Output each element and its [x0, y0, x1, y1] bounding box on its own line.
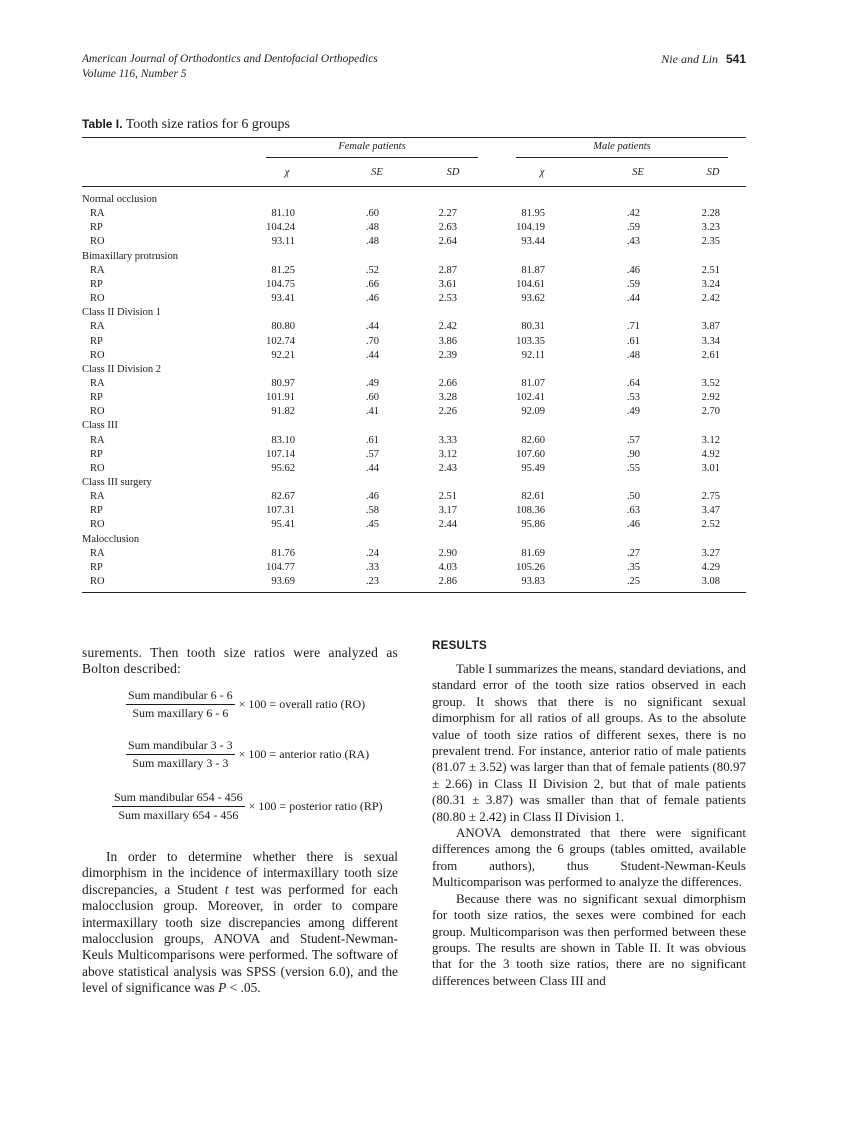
table-row	[82, 434, 746, 448]
table-cell: 3.27	[701, 547, 720, 559]
table-cell: 81.87	[521, 264, 545, 276]
table-cell: 2.39	[438, 349, 457, 361]
table-cell: 92.21	[271, 349, 295, 361]
table-row	[82, 462, 746, 476]
col-header-male-se: SE	[632, 167, 644, 178]
table-row	[82, 335, 746, 349]
table-row	[82, 518, 746, 532]
table-cell: .44	[365, 321, 379, 333]
authors: Nie and Lin	[661, 52, 718, 66]
table-cell: .46	[365, 293, 379, 305]
table-cell: 2.90	[438, 547, 457, 559]
table-cell: 104.75	[266, 278, 295, 290]
methods-text-a: In order to determine whether there is sexual dimorphism in the incidence of intermaxillary tooth size discrepancies, a Student	[82, 849, 398, 897]
group-label: Class III surgery	[82, 477, 152, 488]
col-header-female-mean: χ	[284, 167, 290, 178]
table-cell: 2.86	[438, 576, 457, 588]
table-cell: 82.60	[521, 434, 545, 446]
table-cell: .35	[626, 561, 640, 573]
table-cell: .53	[626, 392, 640, 404]
table-cell: 3.17	[438, 505, 457, 517]
table-cell: 101.91	[266, 392, 295, 404]
ratio-label: RO	[90, 236, 105, 248]
ratio-label: RO	[90, 576, 105, 588]
table-cell: .60	[365, 392, 379, 404]
table-cell: 105.26	[516, 561, 545, 573]
table-cell: .55	[626, 462, 640, 474]
ratio-label: RP	[90, 505, 103, 517]
table-cell: 95.62	[271, 462, 295, 474]
table-cell: 83.10	[271, 434, 295, 446]
running-header-journal	[82, 52, 378, 82]
table-cell: 82.67	[271, 491, 295, 503]
ratio-label: RA	[90, 321, 105, 333]
table-label: Table I.	[82, 117, 123, 131]
col-header-female-se: SE	[371, 167, 383, 178]
ratio-label: RP	[90, 222, 103, 234]
col-header-male-sd: SD	[706, 167, 720, 178]
running-header-page	[661, 52, 746, 67]
table-cell: 2.63	[438, 222, 457, 234]
table-cell: 92.09	[521, 406, 545, 418]
table-row	[82, 320, 746, 334]
table-cell: 2.28	[701, 208, 720, 220]
table-cell: 3.87	[701, 321, 720, 333]
table-cell: 2.35	[701, 236, 720, 248]
table-row	[82, 278, 746, 292]
methods-text-b: test was performed for each malocclusion group. Moreover, in order to compare intermaxillary tooth size discrepancies among different malocclusion groups, ANOVA and Student-Newman-Keuls Multicomparisons were performed. The software of above statistical analysis was SPSS (version 6.0), and the level of significance was	[82, 881, 398, 996]
methods-paragraph	[82, 849, 398, 997]
table-cell: 3.12	[701, 434, 720, 446]
results-paragraph-3: Because there was no significant sexual dimorphism for tooth size ratios, the sexes were combined for each group. Multicomparison was then performed between these groups. The results are shown in Table II. It was obvious that for the 3 tooth size ratios, there are no significant differences between Class III and	[432, 890, 746, 988]
table-cell: .57	[626, 434, 640, 446]
table-cell: .48	[365, 222, 379, 234]
table-cell: 80.31	[521, 321, 545, 333]
group-label: Class III	[82, 420, 118, 432]
table-cell: 2.42	[701, 293, 720, 305]
ratio-label: RO	[90, 462, 105, 474]
table-cell: 2.44	[438, 519, 457, 531]
male-group-rule	[516, 157, 728, 158]
formula-posterior-result: × 100 = posterior ratio (RP)	[248, 799, 383, 813]
table-row	[82, 264, 746, 278]
table-cell: .61	[365, 434, 379, 446]
methods-p-symbol: P	[218, 980, 227, 996]
table-cell: 2.51	[701, 264, 720, 276]
intro-paragraph: surements. Then tooth size ratios were analyzed as Bolton described:	[82, 645, 398, 677]
table-cell: .48	[365, 236, 379, 248]
ratio-label: RP	[90, 278, 103, 290]
table-cell: .60	[365, 208, 379, 220]
table-row	[82, 547, 746, 561]
table-cell: 104.24	[266, 222, 295, 234]
formula-overall-numerator: Sum mandibular 6 - 6	[126, 688, 235, 705]
table-cell: 4.92	[701, 448, 720, 460]
table-cell: 4.29	[701, 561, 720, 573]
formula-posterior-numerator: Sum mandibular 654 - 456	[112, 790, 245, 807]
table-cell: 2.70	[701, 406, 720, 418]
table-row	[82, 405, 746, 419]
table-header-rule	[82, 186, 746, 187]
table-cell: 2.64	[438, 236, 457, 248]
male-patients-header: Male patients	[593, 141, 651, 152]
table-cell: .49	[626, 406, 640, 418]
table-cell: .64	[626, 377, 640, 389]
journal-volume: Volume 116, Number 5	[82, 68, 187, 80]
table-cell: .46	[626, 519, 640, 531]
table-title	[82, 117, 290, 133]
table-cell: 2.42	[438, 321, 457, 333]
table-cell: .44	[365, 462, 379, 474]
table-cell: .57	[365, 448, 379, 460]
table-cell: 3.52	[701, 377, 720, 389]
ratio-label: RA	[90, 264, 105, 276]
table-cell: 102.41	[516, 392, 545, 404]
table-cell: 107.60	[516, 448, 545, 460]
table-cell: 3.08	[701, 576, 720, 588]
table-row	[82, 561, 746, 575]
table-top-rule	[82, 137, 746, 138]
table-cell: 104.61	[516, 278, 545, 290]
table-cell: 95.41	[271, 519, 295, 531]
table-cell: 93.41	[271, 293, 295, 305]
table-row	[82, 575, 746, 589]
ratio-label: RA	[90, 377, 105, 389]
female-group-rule	[266, 157, 478, 158]
right-column-text	[432, 661, 746, 989]
table-cell: .33	[365, 561, 379, 573]
table-cell: .24	[365, 547, 379, 559]
table-row	[82, 349, 746, 363]
table-cell: 4.03	[438, 561, 457, 573]
table-cell: .71	[626, 321, 640, 333]
table-cell: 95.86	[521, 519, 545, 531]
table-cell: 3.01	[701, 462, 720, 474]
table-cell: 81.95	[521, 208, 545, 220]
table-cell: .41	[365, 406, 379, 418]
ratio-label: RP	[90, 392, 103, 404]
methods-text-end: < .05.	[226, 980, 261, 996]
table-cell: 82.61	[521, 491, 545, 503]
group-label: Normal occlusion	[82, 194, 157, 205]
table-cell: 93.69	[271, 576, 295, 588]
table-cell: .66	[365, 278, 379, 290]
table-cell: 80.97	[271, 377, 295, 389]
table-cell: 93.44	[521, 236, 545, 248]
table-cell: 2.43	[438, 462, 457, 474]
table-cell: 2.61	[701, 349, 720, 361]
table-cell: 3.24	[701, 278, 720, 290]
table-cell: 104.19	[516, 222, 545, 234]
table-row	[82, 221, 746, 235]
table-row	[82, 490, 746, 504]
table-cell: 103.35	[516, 335, 545, 347]
table-cell: .27	[626, 547, 640, 559]
table-row	[82, 504, 746, 518]
table-cell: 2.66	[438, 377, 457, 389]
group-label: Class II Division 1	[82, 307, 162, 319]
table-cell: 81.07	[521, 377, 545, 389]
ratio-label: RO	[90, 349, 105, 361]
col-header-female-sd: SD	[446, 167, 460, 178]
table-cell: 2.51	[438, 491, 457, 503]
table-cell: .42	[626, 208, 640, 220]
ratio-label: RA	[90, 208, 105, 220]
table-cell: .45	[365, 519, 379, 531]
table-row	[82, 448, 746, 462]
table-cell: 3.12	[438, 448, 457, 460]
table-cell: 2.92	[701, 392, 720, 404]
formula-anterior-numerator: Sum mandibular 3 - 3	[126, 738, 235, 755]
table-cell: 3.61	[438, 278, 457, 290]
table-cell: .70	[365, 335, 379, 347]
table-cell: 2.87	[438, 264, 457, 276]
formula-overall-result: × 100 = overall ratio (RO)	[238, 697, 366, 711]
results-heading: RESULTS	[432, 640, 487, 652]
ratio-label: RP	[90, 561, 103, 573]
table-cell: .63	[626, 505, 640, 517]
table-cell: 3.34	[701, 335, 720, 347]
table-cell: 3.86	[438, 335, 457, 347]
ratio-label: RA	[90, 491, 105, 503]
table-cell: 2.75	[701, 491, 720, 503]
results-paragraph-1: Table I summarizes the means, standard deviations, and standard error of the tooth size ratios observed in each group. It shows that there is no significant sexual dimorphism for all ratios of all groups. As to the absolute value of tooth size ratios of different sexes, there is no prevalent trend. For instance, anterior ratio of male patients (81.07 ± 3.52) was larger than that of female patients (80.97 ± 2.66) in Class II Division 2, but that of male patients (80.31 ± 3.87) was smaller than that of female patients (80.80 ± 2.42) in Class II Division 1.	[432, 661, 746, 824]
table-cell: .43	[626, 236, 640, 248]
group-label: Malocclusion	[82, 533, 140, 545]
page-number: 541	[725, 52, 746, 66]
table-cell: .48	[626, 349, 640, 361]
table-cell: .46	[626, 264, 640, 276]
ratio-label: RO	[90, 519, 105, 531]
table-cell: 92.11	[521, 349, 545, 361]
table-row	[82, 292, 746, 306]
formula-overall-denominator: Sum maxillary 6 - 6	[132, 706, 229, 720]
table-row	[82, 377, 746, 391]
table-cell: .52	[365, 264, 379, 276]
table-cell: .50	[626, 491, 640, 503]
left-column-methods	[82, 849, 398, 997]
table-cell: 93.11	[271, 236, 295, 248]
female-patients-header: Female patients	[338, 141, 406, 152]
table-cell: 95.49	[521, 462, 545, 474]
ratio-label: RP	[90, 448, 103, 460]
group-label: Bimaxillary protrusion	[82, 250, 178, 262]
group-label: Class II Division 2	[82, 363, 162, 375]
table-bottom-rule	[82, 592, 746, 593]
table-cell: .46	[365, 491, 379, 503]
ratio-label: RA	[90, 434, 105, 446]
table-cell: 3.33	[438, 434, 457, 446]
table-cell: 102.74	[266, 335, 295, 347]
formula-posterior-denominator: Sum maxillary 654 - 456	[118, 808, 239, 822]
table-cell: 104.77	[266, 561, 295, 573]
table-cell: .59	[626, 278, 640, 290]
table-cell: 81.25	[271, 264, 295, 276]
table-row	[82, 391, 746, 405]
formula-anterior-ratio	[126, 738, 369, 771]
table-cell: 3.23	[701, 222, 720, 234]
formula-anterior-denominator: Sum maxillary 3 - 3	[132, 756, 229, 770]
col-header-male-mean: χ	[539, 167, 545, 178]
table-caption: Tooth size ratios for 6 groups	[125, 117, 290, 132]
table-cell: 81.76	[271, 547, 295, 559]
table-cell: .23	[365, 576, 379, 588]
ratio-label: RP	[90, 335, 103, 347]
table-row	[82, 207, 746, 221]
table-cell: .58	[365, 505, 379, 517]
ratio-label: RO	[90, 293, 105, 305]
table-cell: 107.14	[266, 448, 295, 460]
table-cell: 107.31	[266, 505, 295, 517]
table-cell: .44	[365, 349, 379, 361]
table-cell: 2.53	[438, 293, 457, 305]
methods-t-symbol: t	[224, 881, 229, 897]
table-cell: 108.36	[516, 505, 545, 517]
table-cell: .49	[365, 377, 379, 389]
table-cell: 3.47	[701, 505, 720, 517]
table-cell: .59	[626, 222, 640, 234]
table-cell: 3.28	[438, 392, 457, 404]
table-cell: .25	[626, 576, 640, 588]
table-cell: 81.69	[521, 547, 545, 559]
journal-name: American Journal of Orthodontics and Dentofacial Orthopedics	[82, 53, 378, 65]
table-cell: .44	[626, 293, 640, 305]
table-cell: 2.27	[438, 208, 457, 220]
formula-posterior-ratio	[112, 790, 383, 823]
formula-anterior-result: × 100 = anterior ratio (RA)	[238, 747, 370, 761]
table-cell: 2.52	[701, 519, 720, 531]
table-cell: 93.83	[521, 576, 545, 588]
ratio-label: RO	[90, 406, 105, 418]
formula-overall-ratio	[126, 688, 365, 721]
table-cell: 81.10	[271, 208, 295, 220]
table-cell: 80.80	[271, 321, 295, 333]
left-column-intro	[82, 645, 398, 678]
table-cell: 2.26	[438, 406, 457, 418]
table-cell: 93.62	[521, 293, 545, 305]
table-row	[82, 235, 746, 249]
table-cell: .61	[626, 335, 640, 347]
results-paragraph-2: ANOVA demonstrated that there were significant differences among the 6 groups (tables omitted, available from authors), thus Student-Newman-Keuls Multicomparison was performed to analyze the differences.	[432, 825, 746, 890]
table-cell: .90	[626, 448, 640, 460]
table-cell: 91.82	[271, 406, 295, 418]
ratio-label: RA	[90, 547, 105, 559]
